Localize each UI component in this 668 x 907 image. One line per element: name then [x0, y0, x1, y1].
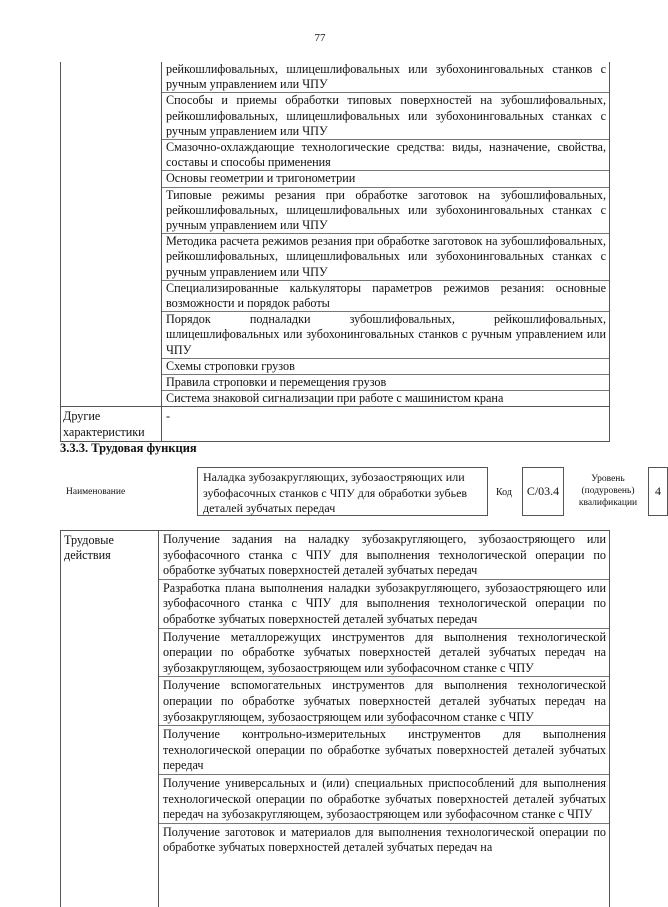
other-characteristics-row: [61, 406, 609, 440]
labor-actions-label: Трудовые действия: [64, 533, 114, 563]
other-characteristics-value: -: [161, 407, 609, 440]
other-characteristics-label: Другие характеристики: [63, 409, 145, 439]
function-name-block: [60, 467, 661, 517]
labor-action-item: Получение вспомогательных инструментов для выполнения технологической операции по обработке зубчатых поверхностей деталей зубчатых передач на зубозакругляющем, зубозаостряющем или зубофасочном станке с ЧПУ: [159, 677, 609, 726]
knowledge-row: [61, 62, 609, 406]
knowledge-item: Способы и приемы обработки типовых поверхностей на зубошлифовальных, рейкошлифовальных, шлицешлифовальных или зубохонинговальных станках с ручным управлением или ЧПУ: [162, 93, 609, 140]
knowledge-item: Правила строповки и перемещения грузов: [162, 375, 609, 391]
knowledge-item: рейкошлифовальных, шлицешлифовальных или зубохонинговальных станков с ручным управлением или ЧПУ: [162, 62, 609, 93]
knowledge-item: Смазочно-охлаждающие технологические средства: виды, назначение, свойства, составы и способы применения: [162, 140, 609, 171]
knowledge-item: Основы геометрии и тригонометрии: [162, 171, 609, 187]
name-label: Наименование: [66, 487, 126, 497]
knowledge-item: Методика расчета режимов резания при обработке заготовок на зубошлифовальных, рейкошлифовальных, шлицешлифовальных или зубохонинговальных станках с ручным управлением или ЧПУ: [162, 234, 609, 281]
labor-action-item: Получение задания на наладку зубозакругляющего, зубозаостряющего или зубофасочного станка с ЧПУ для выполнения технологической операции по обработке зубчатых поверхностей деталей зубчатых передач: [159, 531, 609, 580]
code-label: Код: [496, 487, 512, 498]
labor-actions-table: [60, 530, 610, 907]
code-value: C/03.4: [522, 467, 564, 516]
knowledge-item: Порядок подналадки зубошлифовальных, рейкошлифовальных, шлицешлифовальных или зубохонинговальных станков с ручным управлением или ЧПУ: [162, 312, 609, 359]
function-name-value: Наладка зубозакругляющих, зубозаостряющих или зубофасочных станков с ЧПУ для обработки зубьев деталей зубчатых передач: [197, 467, 488, 516]
labor-action-item: Получение контрольно-измерительных инструментов для выполнения технологической операции по обработке зубчатых поверхностей деталей зубчатых передач: [159, 726, 609, 775]
level-label: Уровень (подуровень) квалификации: [578, 474, 638, 508]
page-number: 77: [314, 32, 326, 44]
labor-action-item: Получение заготовок и материалов для выполнения технологической операции по обработке зубчатых поверхностей деталей зубчатых передач на: [163, 824, 606, 855]
knowledge-item: Система знаковой сигнализации при работе с машинистом крана: [166, 391, 504, 406]
knowledge-label: [61, 62, 161, 406]
labor-action-item: Получение металлорежущих инструментов для выполнения технологической операции по обработке зубчатых поверхностей деталей зубчатых передач на зубозакругляющем, зубозаостряющем или зубофасочном станке с ЧПУ: [159, 629, 609, 678]
labor-action-item: Получение универсальных и (или) специальных приспособлений для выполнения технологической операции по обработке зубчатых поверхностей деталей зубчатых передач на зубозакругляющем, зубозаостряющем или зубофасочном станке с ЧПУ: [159, 775, 609, 824]
knowledge-cells: [161, 62, 609, 406]
knowledge-item: Специализированные калькуляторы параметров режимов резания: основные возможности и порядок работы: [162, 281, 609, 312]
labor-action-item: Разработка плана выполнения наладки зубозакругляющего, зубозаостряющего или зубофасочного станка с ЧПУ для выполнения технологической операции по обработке зубчатых поверхностей деталей зубчатых передач: [159, 580, 609, 629]
labor-actions-cells: [158, 531, 609, 907]
knowledge-table: [60, 62, 610, 442]
knowledge-item: Типовые режимы резания при обработке заготовок на зубошлифовальных, рейкошлифовальных, шлицешлифовальных или зубохонинговальных станках с ручным управлением или ЧПУ: [162, 188, 609, 235]
section-heading: 3.3.3. Трудовая функция: [60, 441, 197, 455]
knowledge-item: Схемы строповки грузов: [162, 359, 609, 375]
level-value: 4: [648, 467, 668, 516]
